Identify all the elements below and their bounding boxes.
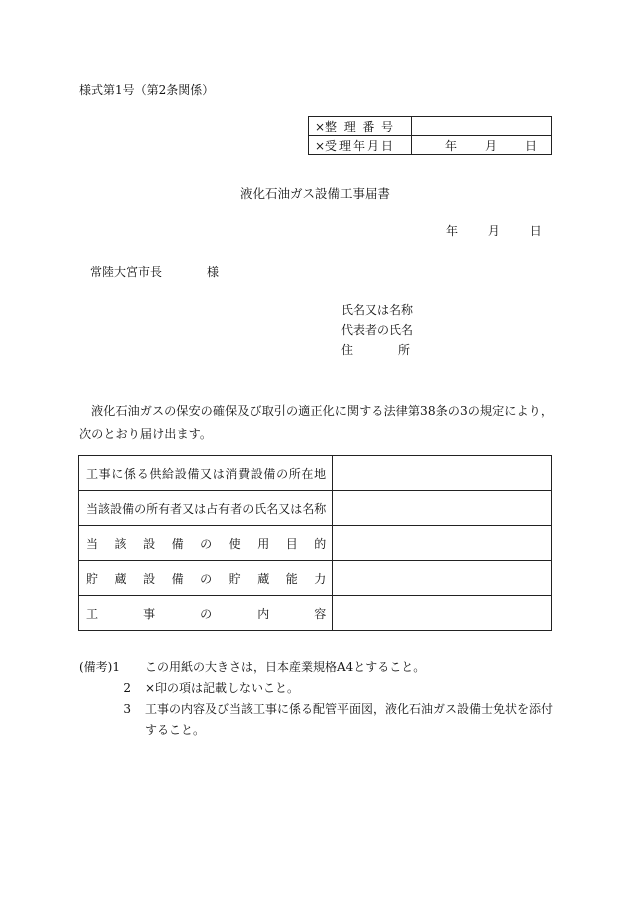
reception-number-label <box>309 117 412 136</box>
item-label <box>79 561 333 596</box>
label-char: 事 <box>143 606 156 621</box>
note-text: 工事の内容及び当該工事に係る配管平面図，液化石油ガス設備士免状を添付すること。 <box>145 702 554 737</box>
label-char: 在 <box>301 466 314 481</box>
label-char: 号 <box>380 119 393 134</box>
representative-label: 代表者の氏名 <box>341 323 414 337</box>
body-text-content: 液化石油ガスの保安の確保及び取引の適正化に関する法律第38条の3の規定により，次のとおり届け出ます。 <box>79 404 554 441</box>
label-char: 給 <box>162 466 175 481</box>
items-table <box>78 455 552 631</box>
item-value[interactable] <box>333 491 552 526</box>
label-char: 者 <box>230 501 243 516</box>
spread-label <box>86 605 326 622</box>
label-char: 理 <box>339 138 352 153</box>
label-char: 有 <box>158 501 171 516</box>
label-char: 所 <box>397 343 410 357</box>
label-char: 供 <box>149 466 162 481</box>
label-char: 費 <box>238 466 251 481</box>
label-char: 設 <box>110 501 123 516</box>
label-char: 設 <box>143 571 156 586</box>
item-label <box>79 596 333 631</box>
reception-row <box>309 136 552 155</box>
spread-label <box>86 570 326 587</box>
label-char: の <box>200 536 213 551</box>
label-char: は <box>212 466 225 481</box>
label-char: 工 <box>86 466 99 481</box>
label-char: 使 <box>228 536 241 551</box>
label-char: の <box>134 501 147 516</box>
label-char: 名 <box>266 501 279 516</box>
date-part: 月 <box>484 138 497 153</box>
label-char: 貯 <box>228 571 241 586</box>
applicant-name-label: 氏名又は名称 <box>341 303 414 317</box>
note-item <box>79 678 567 699</box>
addressee: 常陸大宮市長 <box>90 265 163 279</box>
address-label <box>341 341 410 358</box>
label-char: 地 <box>314 466 327 481</box>
item-label <box>79 526 333 561</box>
label-char: 所 <box>288 466 301 481</box>
spread-label <box>86 465 326 482</box>
label-char: 係 <box>124 466 137 481</box>
label-char: の <box>276 466 289 481</box>
label-char: 月 <box>367 138 380 153</box>
date-part: 年 <box>446 224 459 238</box>
label-char: 容 <box>314 606 327 621</box>
table-row <box>79 561 552 596</box>
label-char: 力 <box>314 571 327 586</box>
item-label <box>79 456 333 491</box>
label-char: 内 <box>257 606 270 621</box>
label-char: 理 <box>343 119 356 134</box>
label-char: の <box>242 501 255 516</box>
date-part: 日 <box>524 138 537 153</box>
label-char: 者 <box>170 501 183 516</box>
label-char: 名 <box>302 501 315 516</box>
reception-number-value[interactable] <box>412 117 552 136</box>
item-label <box>79 491 333 526</box>
label-char: 備 <box>171 571 184 586</box>
label-char: に <box>111 466 124 481</box>
form-id: 様式第1号（第2条関係） <box>79 83 215 97</box>
table-row <box>79 596 552 631</box>
label-char: 工 <box>86 606 99 621</box>
note-item <box>79 699 567 741</box>
note-number: 3 <box>123 702 131 716</box>
label-char: ×受 <box>315 138 338 153</box>
date-part: 月 <box>487 224 500 238</box>
note-item <box>79 657 567 678</box>
label-char: る <box>136 466 149 481</box>
label-char: 備 <box>171 536 184 551</box>
label-char: 的 <box>314 536 327 551</box>
label-char: 備 <box>187 466 200 481</box>
label-char: 貯 <box>86 571 99 586</box>
table-row <box>79 456 552 491</box>
label-char: 番 <box>362 119 375 134</box>
reception-table <box>308 116 552 155</box>
label-char: 又 <box>200 466 213 481</box>
label-char: は <box>194 501 207 516</box>
label-char: の <box>200 571 213 586</box>
spread-label <box>86 535 326 552</box>
label-char: 当 <box>86 501 99 516</box>
table-row <box>79 491 552 526</box>
label-char: 設 <box>174 466 187 481</box>
label-char: 又 <box>278 501 291 516</box>
label-char: 備 <box>122 501 135 516</box>
label-char: 日 <box>380 138 393 153</box>
label-char: 有 <box>218 501 231 516</box>
label-char: ×整 <box>315 119 338 134</box>
label-char: 住 <box>341 343 354 357</box>
label-char: 年 <box>353 138 366 153</box>
label-char: 該 <box>98 501 111 516</box>
label-char: 称 <box>314 501 327 516</box>
label-char: 該 <box>114 536 127 551</box>
note-text: この用紙の大きさは，日本産業規格A4とすること。 <box>145 660 426 674</box>
label-char: 蔵 <box>114 571 127 586</box>
label-char: 設 <box>143 536 156 551</box>
label-char: 設 <box>250 466 263 481</box>
table-row <box>79 526 552 561</box>
label-char: 事 <box>98 466 111 481</box>
honorific: 様 <box>207 265 220 279</box>
label-char: 能 <box>285 571 298 586</box>
document-title: 液化石油ガス設備工事届書 <box>239 186 390 201</box>
note-number: 2 <box>123 681 131 695</box>
reception-row <box>309 117 552 136</box>
label-char: の <box>200 606 213 621</box>
item-value[interactable] <box>333 596 552 631</box>
label-char: 所 <box>146 501 159 516</box>
label-char: 備 <box>263 466 276 481</box>
label-char: 又 <box>182 501 195 516</box>
label-char: 蔵 <box>257 571 270 586</box>
item-value[interactable] <box>333 561 552 596</box>
body-text <box>79 400 553 446</box>
label-char: は <box>290 501 303 516</box>
item-value[interactable] <box>333 456 552 491</box>
note-number: 1 <box>112 660 121 674</box>
label-char: 氏 <box>254 501 267 516</box>
label-char: 用 <box>257 536 270 551</box>
submission-date <box>446 222 542 239</box>
label-char: 占 <box>206 501 219 516</box>
date-part: 日 <box>529 224 542 238</box>
label-char: 当 <box>86 536 99 551</box>
notes <box>79 657 567 741</box>
spread-label <box>86 500 326 517</box>
date-part: 年 <box>444 138 457 153</box>
reception-date-value[interactable] <box>412 136 552 155</box>
label-char: 消 <box>225 466 238 481</box>
notes-header: (備考) <box>79 660 113 674</box>
item-value[interactable] <box>333 526 552 561</box>
reception-date-label <box>309 136 412 155</box>
note-text: ×印の項は記載しないこと。 <box>145 681 300 695</box>
label-char: 目 <box>285 536 298 551</box>
